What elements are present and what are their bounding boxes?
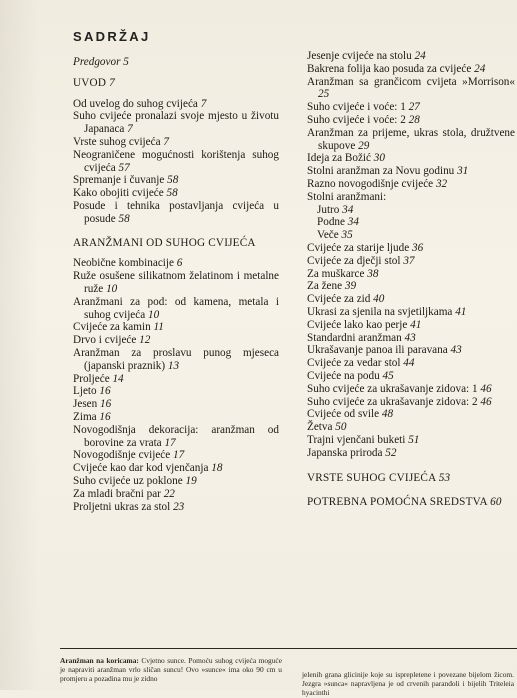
toc-entry bbox=[73, 296, 279, 322]
toc-entry-page: 36 bbox=[412, 241, 424, 254]
footnote-left bbox=[60, 656, 282, 684]
toc-entry-title: Novogodišnje cvijeće bbox=[73, 449, 171, 462]
toc-entry bbox=[307, 472, 515, 485]
toc-entry bbox=[307, 178, 515, 191]
toc-entry-page: 10 bbox=[106, 282, 118, 295]
toc-entry bbox=[307, 332, 515, 345]
toc-entry-title: Za muškarce bbox=[307, 267, 365, 280]
toc-entry-page: 37 bbox=[403, 254, 415, 267]
toc-entry-title: Ukrasi za sjenila na svjetiljkama bbox=[307, 305, 453, 318]
toc-entry-page: 34 bbox=[347, 216, 359, 229]
toc-entry-title: Žetva bbox=[307, 421, 333, 434]
toc-entry bbox=[73, 110, 279, 136]
toc-entry-title: Proljetni ukras za stol bbox=[73, 500, 171, 513]
toc-entry bbox=[73, 411, 279, 424]
toc-entry bbox=[73, 501, 279, 514]
toc-entry-page: 60 bbox=[490, 496, 502, 509]
toc-entry-page: 30 bbox=[373, 152, 385, 165]
toc-entry bbox=[307, 434, 515, 447]
toc-entry-title: Jutro bbox=[317, 203, 340, 216]
toc-entry-page: 52 bbox=[385, 446, 397, 459]
toc-entry bbox=[307, 63, 515, 76]
toc-entry-title: Ukrašavanje panoa ili paravana bbox=[307, 344, 448, 357]
toc-entry-title: Jesen bbox=[73, 398, 98, 411]
toc-entry bbox=[73, 373, 279, 386]
toc-entry bbox=[307, 50, 515, 63]
toc-entry-page: 43 bbox=[450, 344, 462, 357]
toc-entry-page: 16 bbox=[99, 385, 111, 398]
toc-entry-page: 41 bbox=[410, 318, 422, 331]
toc-entry-page: 58 bbox=[118, 212, 130, 225]
toc-entry-page: 40 bbox=[373, 293, 385, 306]
toc-entry-title: Ruže osušene silikatnom želatinom i metalne ruže bbox=[73, 270, 279, 295]
toc-entry-title: Trajni vjenčani buketi bbox=[307, 433, 406, 446]
toc-entry bbox=[73, 77, 279, 90]
toc-entry-page: 16 bbox=[100, 398, 112, 411]
toc-entry bbox=[307, 229, 515, 242]
toc-entry bbox=[307, 127, 515, 153]
toc-entry bbox=[73, 321, 279, 334]
toc-entry-page: 16 bbox=[99, 410, 111, 423]
footnote-label: Aranžman na koricama: bbox=[60, 656, 139, 665]
toc-entry-page: 24 bbox=[474, 62, 486, 75]
toc-entry-title: Za žene bbox=[307, 280, 343, 293]
toc-entry-title: Aranžmani za pod: od kamena, metala i suhog cvijeća bbox=[73, 295, 279, 321]
footnote-right bbox=[302, 670, 514, 698]
toc-entry bbox=[307, 191, 515, 204]
toc-entry-title: Proljeće bbox=[73, 372, 110, 385]
toc-entry-title: Neobične kombinacije bbox=[73, 257, 174, 270]
toc-entry-page: 31 bbox=[457, 165, 469, 178]
toc-entry-title: Za mladi bračni par bbox=[73, 487, 161, 500]
toc-entry-page: 53 bbox=[438, 471, 451, 484]
toc-entry-title: Veče bbox=[317, 229, 339, 242]
toc-entry-page: 25 bbox=[318, 88, 330, 101]
toc-entry-title: Vrste suhog cvijeća bbox=[73, 135, 161, 148]
toc-entry-page: 34 bbox=[342, 203, 354, 216]
page-gutter-shadow bbox=[0, 0, 40, 690]
toc-entry-page: 46 bbox=[480, 382, 492, 395]
toc-entry-page: 7 bbox=[163, 135, 169, 148]
toc-entry-title: Stolni aranžman za Novu godinu bbox=[307, 165, 455, 178]
toc-entry bbox=[307, 255, 515, 268]
toc-entry-title: Bakrena folija kao posuda za cvijeće bbox=[307, 62, 472, 75]
toc-entry-title: Aranžman sa grančicom cvijeta »Morrison« bbox=[307, 75, 515, 88]
toc-entry-page: 24 bbox=[414, 50, 426, 62]
toc-entry bbox=[307, 357, 515, 370]
toc-entry bbox=[73, 187, 279, 200]
toc-entry bbox=[307, 293, 515, 306]
toc-entry-title: Predgovor bbox=[73, 56, 121, 68]
toc-entry bbox=[307, 268, 515, 281]
toc-entry bbox=[73, 475, 279, 488]
toc-entry-title: Podne bbox=[317, 216, 345, 229]
toc-entry bbox=[73, 347, 279, 373]
toc-entry-page: 44 bbox=[403, 357, 415, 370]
toc-entry-page: 32 bbox=[435, 177, 448, 190]
toc-entry bbox=[307, 370, 515, 383]
toc-entry bbox=[73, 98, 279, 111]
toc-entry bbox=[73, 398, 279, 411]
toc-entry bbox=[307, 152, 515, 165]
toc-entry-page: 39 bbox=[344, 280, 357, 293]
toc-entry-page: 29 bbox=[358, 139, 370, 152]
toc-entry bbox=[307, 216, 515, 229]
toc-entry-page: 7 bbox=[109, 76, 115, 89]
toc-entry-title: ARANŽMANI OD SUHOG CVIJEĆA bbox=[73, 236, 256, 249]
toc-entry bbox=[73, 174, 279, 187]
toc-entry-page: 51 bbox=[408, 433, 420, 446]
toc-entry-page: 58 bbox=[166, 187, 178, 200]
toc-entry bbox=[307, 101, 515, 114]
toc-entry bbox=[307, 165, 515, 178]
toc-entry-page: 48 bbox=[381, 408, 394, 421]
toc-entry-page: 13 bbox=[167, 359, 180, 372]
toc-entry-page: 38 bbox=[367, 267, 379, 280]
toc-entry-page: 11 bbox=[153, 321, 164, 334]
toc-entry-page: 18 bbox=[211, 462, 223, 475]
toc-entry-title: Suho cvijeće uz poklone bbox=[73, 474, 183, 487]
footnote-rule bbox=[60, 648, 517, 649]
toc-entry-page: 41 bbox=[455, 305, 467, 318]
toc-entry-title: Cvijeće za starije ljude bbox=[307, 241, 410, 254]
toc-entry bbox=[73, 385, 279, 398]
toc-entry-title: Novogodišnja dekoracija: aranžman od borovine za vrata bbox=[73, 423, 279, 449]
toc-entry-title: Cvijeće za kamin bbox=[73, 321, 151, 334]
toc-entry-title: Cvijeće od svile bbox=[307, 408, 380, 421]
toc-entry-page: 5 bbox=[123, 56, 129, 68]
toc-entry bbox=[307, 319, 515, 332]
toc-entry bbox=[73, 334, 279, 347]
toc-entry-title: Cvijeće lako kao perje bbox=[307, 318, 408, 331]
toc-entry-title: Suho cvijeće i voće: 1 bbox=[307, 101, 406, 114]
toc-entry-title: Od uvelog do suhog cvijeća bbox=[73, 97, 198, 110]
toc-entry-title: Suho cvijeće pronalazi svoje mjesto u životu Japanaca bbox=[73, 110, 279, 136]
toc-entry bbox=[73, 462, 279, 475]
toc-entry-title: Posude i tehnika postavljanja cvijeća u posude bbox=[73, 199, 279, 225]
toc-entry-title: Spremanje i čuvanje bbox=[73, 174, 165, 187]
toc-entry-title: Neograničene mogućnosti korištenja suhog cvijeća bbox=[73, 148, 279, 174]
toc-entry-page: 17 bbox=[164, 436, 176, 449]
toc-entry-page: 28 bbox=[408, 113, 420, 126]
bottom-area bbox=[60, 648, 517, 698]
toc-entry-title: Cvijeće za zid bbox=[307, 293, 371, 306]
toc-entry-page: 14 bbox=[112, 372, 124, 385]
toc-entry-page: 6 bbox=[176, 257, 183, 270]
toc-entry bbox=[73, 424, 279, 450]
toc-entry-page: 57 bbox=[118, 161, 130, 174]
toc-entry bbox=[307, 76, 515, 102]
toc-entry-page: 19 bbox=[185, 474, 197, 487]
toc-entry bbox=[307, 280, 515, 293]
toc-entry bbox=[307, 242, 515, 255]
toc-left-column bbox=[73, 56, 279, 513]
toc-entry-title: Stolni aranžmani: bbox=[307, 190, 387, 203]
toc-entry-title: Cvijeće za vedar stol bbox=[307, 357, 401, 370]
toc-entry bbox=[73, 270, 279, 296]
toc-entry-page: 46 bbox=[480, 395, 492, 408]
toc-entry-title: Suho cvijeće za ukrašavanje zidova: 2 bbox=[307, 395, 478, 408]
toc-entry-title: Aranžman za prijeme, ukras stola, družtvene skupove bbox=[307, 126, 515, 152]
toc-entry bbox=[73, 237, 279, 250]
toc-entry-page: 10 bbox=[148, 308, 160, 321]
toc-entry-page: 27 bbox=[408, 101, 420, 114]
toc-entry bbox=[73, 149, 279, 175]
toc-entry bbox=[73, 200, 279, 226]
toc-entry-page: 43 bbox=[404, 331, 416, 344]
toc-entry bbox=[307, 383, 515, 396]
toc-entry bbox=[307, 447, 515, 460]
toc-entry-page: 50 bbox=[335, 421, 347, 434]
toc-entry-title: VRSTE SUHOG CVIJEĆA bbox=[307, 471, 436, 484]
toc-entry bbox=[73, 449, 279, 462]
toc-entry-title: Drvo i cvijeće bbox=[73, 334, 137, 347]
toc-entry bbox=[307, 496, 515, 509]
toc-right-column bbox=[307, 50, 515, 509]
toc-entry-page: 17 bbox=[173, 449, 185, 462]
toc-entry-title: Cvijeće na podu bbox=[307, 369, 380, 382]
toc-entry bbox=[73, 56, 279, 69]
toc-entry-title: Ideja za Božić bbox=[307, 152, 371, 165]
toc-entry-page: 45 bbox=[382, 369, 394, 382]
toc-entry-title: POTREBNA POMOĆNA SREDSTVA bbox=[307, 496, 488, 509]
footnote-text: Cvjetno sunce. Pomoću suhog cvijeća moguće je napraviti aranžman vrlo sličan suncu! Ovo »sunce« ima oko 90 cm u promjeru a pozadina mu je zidno bbox=[60, 656, 282, 684]
toc-entry bbox=[73, 488, 279, 501]
toc-entry-title: Razno novogodišnje cvijeće bbox=[307, 177, 434, 190]
toc-entry-page: 22 bbox=[163, 487, 175, 500]
toc-entry-title: Cvijeće kao dar kod vjenčanja bbox=[73, 462, 209, 475]
toc-entry-title: Suho cvijeće za ukrašavanje zidova: 1 bbox=[307, 382, 478, 395]
toc-entry bbox=[307, 408, 515, 421]
toc-entry bbox=[73, 257, 279, 270]
toc-entry-title: Japanska priroda bbox=[307, 446, 383, 459]
toc-entry-title: Standardni aranžman bbox=[307, 331, 402, 344]
toc-entry-page: 58 bbox=[167, 174, 179, 187]
toc-entry-title: Aranžman za proslavu punog mjeseca (japanski praznik) bbox=[73, 346, 279, 372]
toc-entry bbox=[307, 396, 515, 409]
toc-entry-title: Ljeto bbox=[73, 385, 97, 398]
toc-entry bbox=[73, 136, 279, 149]
toc-entry-page: 7 bbox=[127, 123, 133, 136]
toc-entry-title: Suho cvijeće i voće: 2 bbox=[307, 113, 406, 126]
toc-entry bbox=[307, 306, 515, 319]
toc-entry-title: Cvijeće za dječji stol bbox=[307, 254, 401, 267]
toc-entry bbox=[307, 114, 515, 127]
toc-entry-title: UVOD bbox=[73, 76, 107, 89]
toc-entry-title: Kako obojiti cvijeće bbox=[73, 187, 164, 200]
toc-entry-page: 7 bbox=[200, 97, 207, 110]
toc-entry-title: Zima bbox=[73, 410, 97, 423]
page-title: SADRŽAJ bbox=[73, 29, 151, 44]
toc-entry bbox=[307, 421, 515, 434]
toc-entry bbox=[307, 344, 515, 357]
toc-entry bbox=[307, 204, 515, 217]
toc-entry-page: 23 bbox=[173, 500, 185, 513]
toc-entry-page: 35 bbox=[341, 229, 353, 242]
toc-entry-title: Jesenje cvijeće na stolu bbox=[307, 50, 412, 62]
footnote-right-text: jelenih grana glicinije koje su isprepletene i povezane bijelom žicom. Jezgra »sunca« napravljena je od crvenih paranđoli i bijelih Triteleia hyacinthi bbox=[302, 670, 514, 698]
toc-entry-page: 12 bbox=[139, 334, 151, 347]
